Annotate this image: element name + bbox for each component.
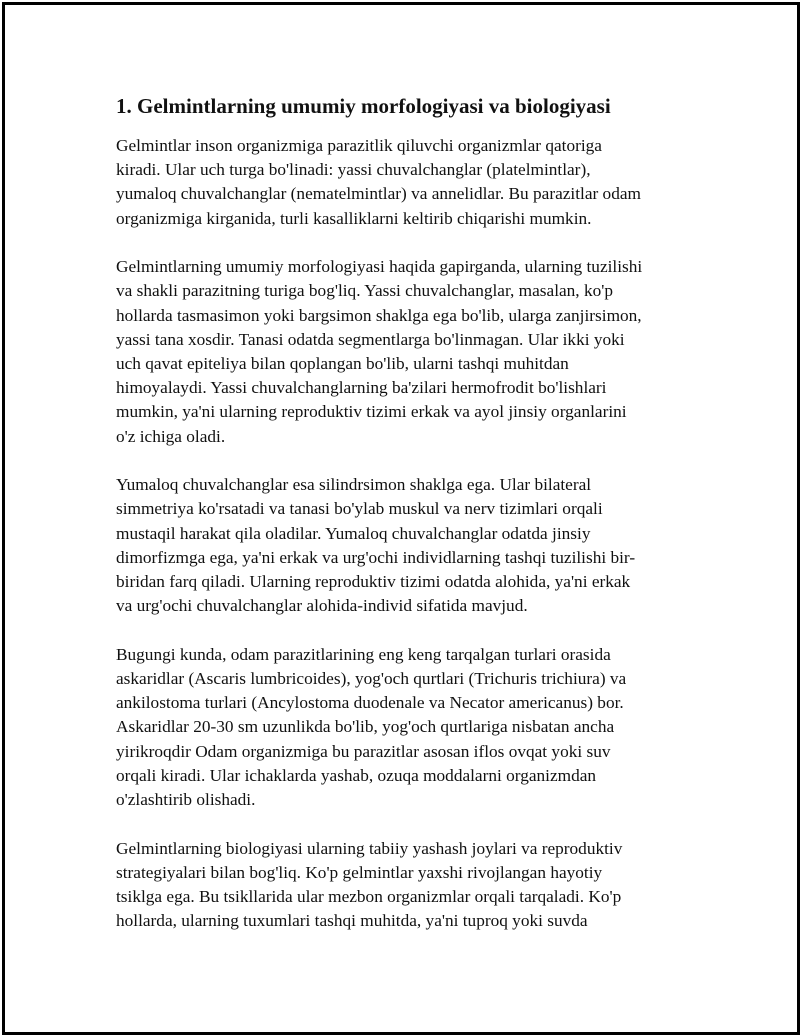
- text-line: uch qavat epiteliya bilan qoplangan bo'lib, ularni tashqi muhitdan: [116, 354, 569, 374]
- text-line: va urg'ochi chuvalchanglar alohida-individ sifatida mavjud.: [116, 596, 528, 616]
- text-line: askaridlar (Ascaris lumbricoides), yog'och qurtlari (Trichuris trichiura) va: [116, 669, 627, 689]
- text-line: yassi tana xosdir. Tanasi odatda segmentlarga bo'linmagan. Ular ikki yoki: [116, 329, 625, 349]
- document-body: [116, 92, 686, 958]
- text-line: Yumaloq chuvalchanglar esa silindrsimon shaklga ega. Ular bilateral: [116, 475, 592, 495]
- text-line: Gelmintlar inson organizmiga parazitlik qiluvchi organizmlar qatoriga: [116, 136, 602, 155]
- text-line: yumaloq chuvalchanglar (nematelmintlar) va annelidlar. Bu parazitlar odam: [116, 184, 641, 204]
- text-line: strategiyalari bilan bog'liq. Ko'p gelmintlar yaxshi rivojlangan hayotiy: [116, 862, 603, 882]
- paragraph-4: [116, 643, 686, 812]
- text-line: Gelmintlarning umumiy morfologiyasi haqida gapirganda, ularning tuzilishi: [116, 257, 643, 277]
- section-heading: 1. Gelmintlarning umumiy morfologiyasi va biologiyasi: [116, 94, 611, 118]
- text-line: Bugungi kunda, odam parazitlarining eng keng tarqalgan turlari orasida: [116, 644, 611, 664]
- text-line: Gelmintlarning biologiyasi ularning tabiiy yashash joylari va reproduktiv: [116, 838, 623, 858]
- text-line: tsiklga ega. Bu tsikllarida ular mezbon organizmlar orqali tarqaladi. Ko'p: [116, 887, 622, 907]
- paragraph-2: [116, 255, 686, 449]
- text-line: simmetriya ko'rsatadi va tanasi bo'ylab muskul va nerv tizimlari orqali: [116, 499, 603, 519]
- text-line: kiradi. Ular uch turga bo'linadi: yassi chuvalchanglar (platelmintlar),: [116, 160, 591, 180]
- text-line: biridan farq qiladi. Ularning reproduktiv tizimi odatda alohida, ya'ni erkak: [116, 572, 631, 592]
- text-line: yirikroqdir Odam organizmiga bu parazitlar asosan iflos ovqat yoki suv: [116, 741, 611, 761]
- text-line: o'zlashtirib olishadi.: [116, 790, 256, 810]
- text-line: hollarda tasmasimon yoki bargsimon shaklga ega bo'lib, ularga zanjirsimon,: [116, 305, 642, 325]
- text-line: o'z ichiga oladi.: [116, 426, 226, 446]
- text-line: dimorfizmga ega, ya'ni erkak va urg'ochi individlarning tashqi tuzilishi bir-: [116, 547, 636, 567]
- text-line: va shakli parazitning turiga bog'liq. Yassi chuvalchanglar, masalan, ko'p: [116, 281, 613, 301]
- text-line: orqali kiradi. Ular ichaklarda yashab, ozuqa moddalarni organizmdan: [116, 765, 597, 785]
- text-line: mustaqil harakat qila oladilar. Yumaloq chuvalchanglar odatda jinsiy: [116, 523, 591, 543]
- paragraph-1: [116, 134, 686, 231]
- text-line: ankilostoma turlari (Ancylostoma duodenale va Necator americanus) bor.: [116, 693, 624, 713]
- paragraph-5: [116, 837, 686, 934]
- text-line: himoyalaydi. Yassi chuvalchanglarning ba'zilari hermofrodit bo'lishlari: [116, 378, 607, 398]
- text-line: hollarda, ularning tuxumlari tashqi muhitda, ya'ni tuproq yoki suvda: [116, 911, 588, 931]
- text-line: organizmiga kirganida, turli kasalliklarni keltirib chiqarishi mumkin.: [116, 208, 592, 228]
- text-line: mumkin, ya'ni ularning reproduktiv tizimi erkak va ayol jinsiy organlarini: [116, 402, 627, 422]
- paragraph-3: [116, 473, 686, 618]
- text-line: Askaridlar 20-30 sm uzunlikda bo'lib, yog'och qurtlariga nisbatan ancha: [116, 717, 615, 737]
